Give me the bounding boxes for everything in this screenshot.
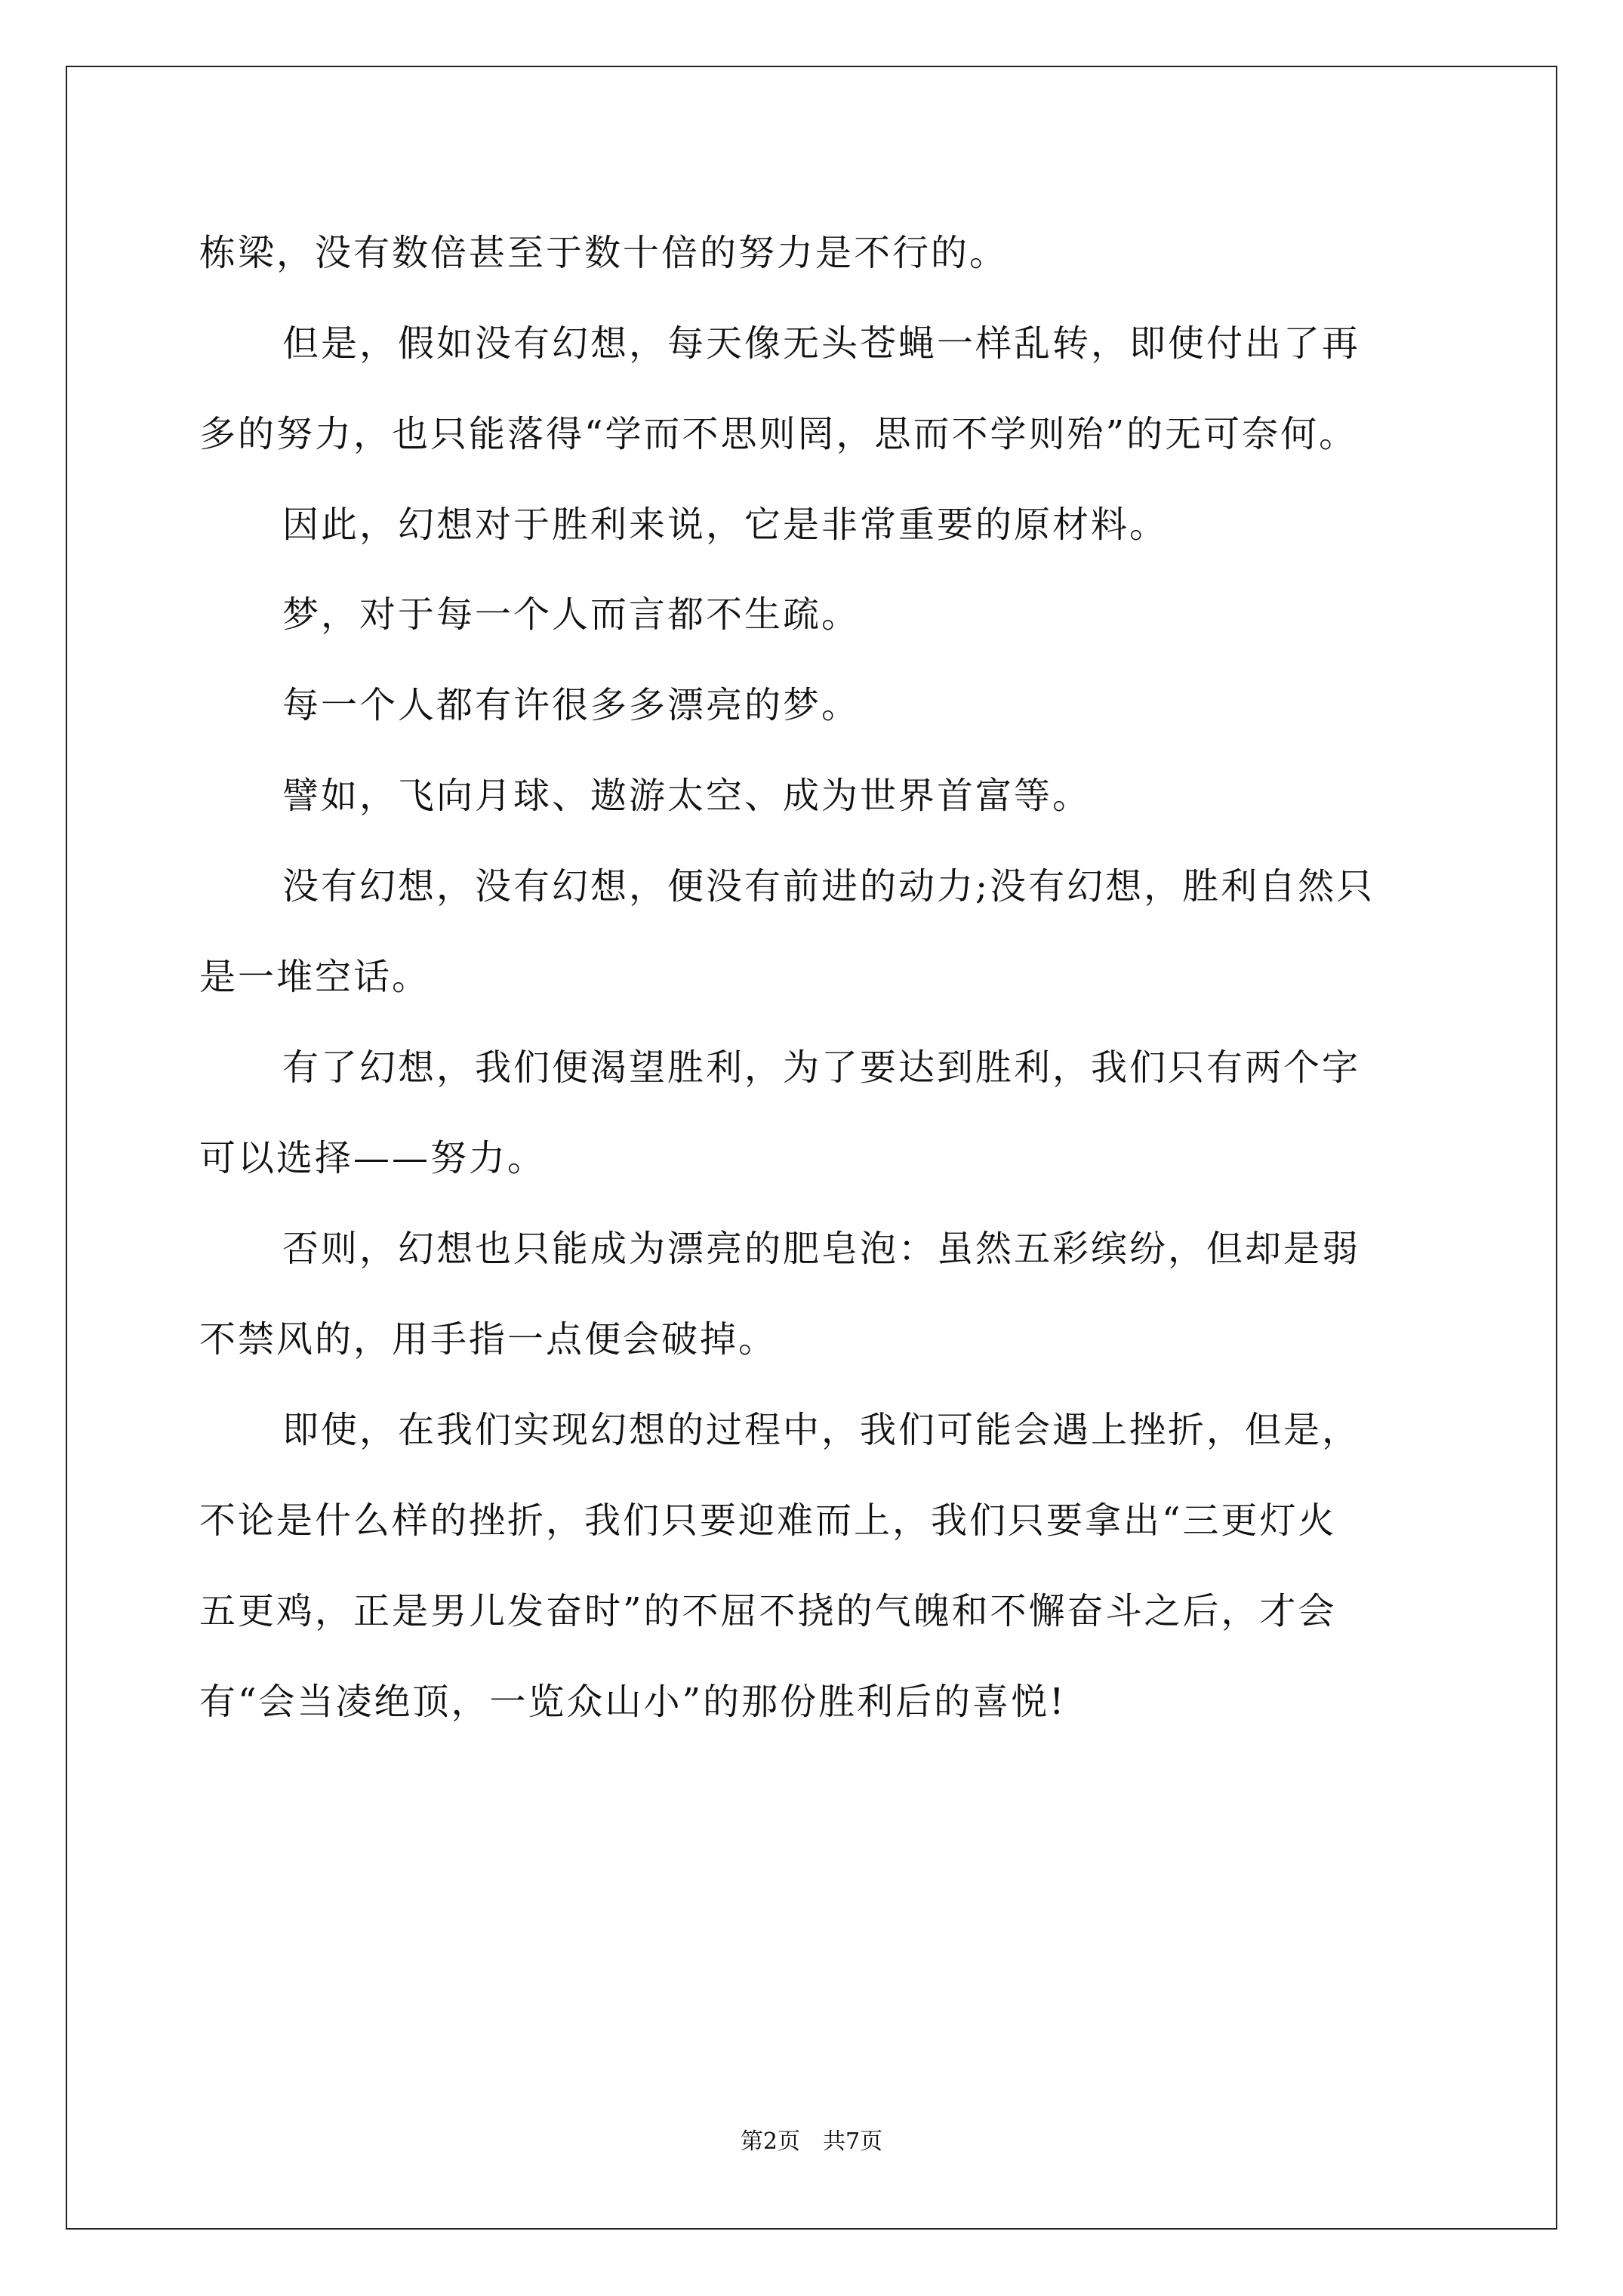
page-number-footer: 第2页 共7页 (740, 2128, 883, 2155)
body-line: 但是，假如没有幻想，每天像无头苍蝇一样乱转，即使付出了再 (282, 322, 1361, 365)
body-line: 梦，对于每一个人而言都不生疏。 (282, 593, 861, 636)
body-line: 否则，幻想也只能成为漂亮的肥皂泡：虽然五彩缤纷，但却是弱 (282, 1228, 1361, 1270)
body-line: 是一堆空话。 (199, 956, 431, 998)
body-line: 栋梁，没有数倍甚至于数十倍的努力是不行的。 (199, 232, 1009, 274)
body-line: 有“会当凌绝顶，一览众山小”的那份胜利后的喜悦! (199, 1681, 1067, 1723)
body-line: 不禁风的，用手指一点便会破掉。 (199, 1318, 778, 1361)
body-line: 每一个人都有许很多多漂亮的梦。 (282, 684, 861, 726)
body-line: 多的努力，也只能落得“学而不思则罔，思而不学则殆”的无可奈何。 (199, 413, 1358, 455)
body-line: 即使，在我们实现幻想的过程中，我们可能会遇上挫折，但是， (282, 1409, 1361, 1451)
body-line: 没有幻想，没有幻想，便没有前进的动力;没有幻想，胜利自然只 (282, 865, 1375, 908)
body-line: 不论是什么样的挫折，我们只要迎难而上，我们只要拿出“三更灯火 (199, 1499, 1337, 1542)
body-line: 可以选择——努力。 (199, 1137, 547, 1179)
body-line: 有了幻想，我们便渴望胜利，为了要达到胜利，我们只有两个字 (282, 1046, 1361, 1089)
body-line: 譬如，飞向月球、遨游太空、成为世界首富等。 (282, 775, 1092, 817)
body-line: 因此，幻想对于胜利来说，它是非常重要的原材料。 (282, 504, 1169, 546)
body-line: 五更鸡，正是男儿发奋时”的不屈不挠的气魄和不懈奋斗之后，才会 (199, 1590, 1337, 1632)
